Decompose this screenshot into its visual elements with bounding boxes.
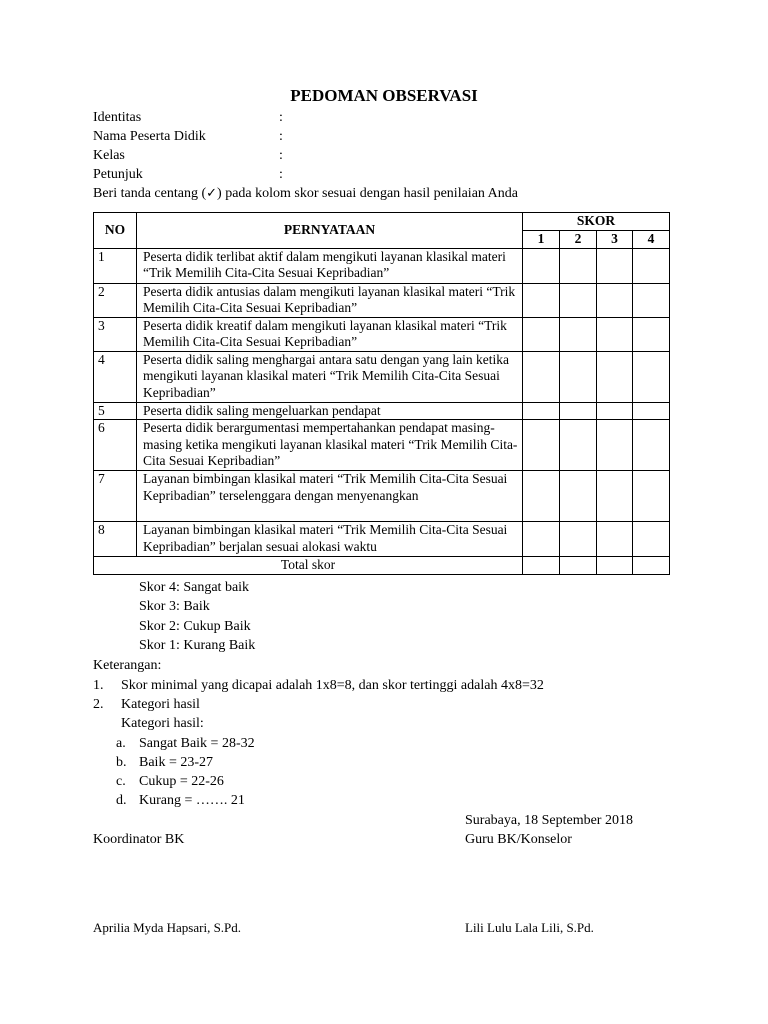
identity-label-identitas: Identitas xyxy=(93,110,142,125)
score-cell[interactable] xyxy=(560,248,597,283)
score-cell[interactable] xyxy=(597,283,633,317)
category-text: Baik = 23-27 xyxy=(139,755,213,770)
table-row xyxy=(94,351,670,402)
identity-colon: : xyxy=(279,167,283,182)
row-number: 3 xyxy=(94,317,137,351)
score-legend-item: Skor 1: Kurang Baik xyxy=(139,638,256,653)
total-row xyxy=(94,557,670,575)
total-score-cell[interactable] xyxy=(560,557,597,575)
score-cell[interactable] xyxy=(523,248,560,283)
score-cell[interactable] xyxy=(523,283,560,317)
table-row xyxy=(94,420,670,471)
row-statement: Peserta didik saling mengeluarkan pendapat xyxy=(137,402,523,420)
row-number: 1 xyxy=(94,248,137,283)
score-cell[interactable] xyxy=(597,248,633,283)
row-statement: Peserta didik terlibat aktif dalam mengikuti layanan klasikal materi “Trik Memilih Cita-Cita Sesuai Kepribadian” xyxy=(137,248,523,283)
identity-colon: : xyxy=(279,148,283,163)
category-letter: c. xyxy=(116,774,126,789)
score-cell[interactable] xyxy=(633,471,670,522)
observation-table xyxy=(93,212,670,575)
score-col-1: 1 xyxy=(523,231,560,249)
score-cell[interactable] xyxy=(560,420,597,471)
score-cell[interactable] xyxy=(633,420,670,471)
table-row xyxy=(94,522,670,557)
identity-colon: : xyxy=(279,110,283,125)
table-row xyxy=(94,248,670,283)
table-row xyxy=(94,317,670,351)
table-row xyxy=(94,471,670,522)
score-cell[interactable] xyxy=(560,402,597,420)
score-cell[interactable] xyxy=(597,420,633,471)
score-col-3: 3 xyxy=(597,231,633,249)
score-legend-item: Skor 4: Sangat baik xyxy=(139,580,250,595)
row-statement: Peserta didik kreatif dalam mengikuti layanan klasikal materi “Trik Memilih Cita-Cita Sesuai Kepribadian” xyxy=(137,317,523,351)
note-number: 1. xyxy=(93,678,104,693)
score-cell[interactable] xyxy=(560,522,597,557)
score-col-2: 2 xyxy=(560,231,597,249)
score-cell[interactable] xyxy=(597,402,633,420)
total-score-cell[interactable] xyxy=(633,557,670,575)
score-cell[interactable] xyxy=(560,351,597,402)
table-row xyxy=(94,283,670,317)
total-score-cell[interactable] xyxy=(523,557,560,575)
left-signer-role: Koordinator BK xyxy=(93,832,185,847)
note-text: Kategori hasil xyxy=(121,697,200,712)
header-score: SKOR xyxy=(523,213,670,231)
instruction-after: ) pada kolom skor sesuai dengan hasil penilaian Anda xyxy=(217,186,518,201)
row-statement: Peserta didik antusias dalam mengikuti layanan klasikal materi “Trik Memilih Cita-Cita Sesuai Kepribadian” xyxy=(137,283,523,317)
row-statement: Layanan bimbingan klasikal materi “Trik Memilih Cita-Cita Sesuai Kepribadian” berjalan sesuai alokasi waktu xyxy=(137,522,523,557)
row-number: 6 xyxy=(94,420,137,471)
identity-colon: : xyxy=(279,129,283,144)
score-cell[interactable] xyxy=(633,522,670,557)
note-text: Skor minimal yang dicapai adalah 1x8=8, dan skor tertinggi adalah 4x8=32 xyxy=(121,678,544,693)
notes-title: Keterangan: xyxy=(93,658,162,673)
score-cell[interactable] xyxy=(633,351,670,402)
instruction-text xyxy=(93,184,518,203)
category-letter: a. xyxy=(116,736,126,751)
place-date: Surabaya, 18 September 2018 xyxy=(465,813,633,828)
score-cell[interactable] xyxy=(523,317,560,351)
row-number: 8 xyxy=(94,522,137,557)
score-cell[interactable] xyxy=(523,402,560,420)
score-cell[interactable] xyxy=(597,317,633,351)
score-cell[interactable] xyxy=(597,351,633,402)
note-number: 2. xyxy=(93,697,104,712)
score-cell[interactable] xyxy=(597,522,633,557)
row-statement: Peserta didik berargumentasi mempertahankan pendapat masing-masing ketika mengikuti layanan klasikal materi “Trik Memilih Cita-Cita Sesuai Kepribadian” xyxy=(137,420,523,471)
identity-label-kelas: Kelas xyxy=(93,148,125,163)
row-number: 2 xyxy=(94,283,137,317)
score-cell[interactable] xyxy=(633,402,670,420)
category-text: Sangat Baik = 28-32 xyxy=(139,736,255,751)
score-legend-item: Skor 2: Cukup Baik xyxy=(139,619,251,634)
score-cell[interactable] xyxy=(523,420,560,471)
score-cell[interactable] xyxy=(633,317,670,351)
score-col-4: 4 xyxy=(633,231,670,249)
score-cell[interactable] xyxy=(523,351,560,402)
checkmark-icon: ✓ xyxy=(206,186,218,201)
score-cell[interactable] xyxy=(633,248,670,283)
instruction-before: Beri tanda centang ( xyxy=(93,186,207,201)
score-cell[interactable] xyxy=(560,317,597,351)
category-subtitle: Kategori hasil: xyxy=(121,716,204,731)
left-signer-name: Aprilia Myda Hapsari, S.Pd. xyxy=(93,920,242,935)
score-cell[interactable] xyxy=(523,471,560,522)
right-signer-role: Guru BK/Konselor xyxy=(465,832,572,847)
table-row xyxy=(94,402,670,420)
total-score-cell[interactable] xyxy=(597,557,633,575)
document-title: PEDOMAN OBSERVASI xyxy=(290,86,478,105)
total-label: Total skor xyxy=(94,557,523,575)
category-letter: d. xyxy=(116,793,127,808)
row-number: 4 xyxy=(94,351,137,402)
right-signer-name: Lili Lulu Lala Lili, S.Pd. xyxy=(465,920,594,935)
header-no: NO xyxy=(94,213,137,249)
score-cell[interactable] xyxy=(560,471,597,522)
identity-label-nama: Nama Peserta Didik xyxy=(93,129,206,144)
category-text: Cukup = 22-26 xyxy=(139,774,224,789)
category-letter: b. xyxy=(116,755,127,770)
score-cell[interactable] xyxy=(523,522,560,557)
row-statement: Peserta didik saling menghargai antara satu dengan yang lain ketika mengikuti layanan klasikal materi “Trik Memilih Cita-Cita Sesuai Kepribadian” xyxy=(137,351,523,402)
identity-label-petunjuk: Petunjuk xyxy=(93,167,143,182)
category-text: Kurang = ……. 21 xyxy=(139,793,245,808)
row-number: 5 xyxy=(94,402,137,420)
header-statement: PERNYATAAN xyxy=(137,213,523,249)
score-cell[interactable] xyxy=(560,283,597,317)
score-cell[interactable] xyxy=(633,283,670,317)
row-statement: Layanan bimbingan klasikal materi “Trik Memilih Cita-Cita Sesuai Kepribadian” terselenggara dengan menyenangkan xyxy=(137,471,523,522)
score-legend-item: Skor 3: Baik xyxy=(139,599,210,614)
score-cell[interactable] xyxy=(597,471,633,522)
row-number: 7 xyxy=(94,471,137,522)
